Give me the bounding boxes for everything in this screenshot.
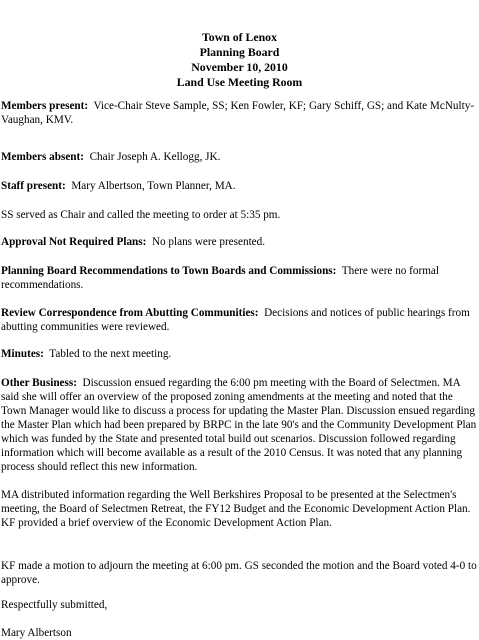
minutes-text: Tabled to the next meeting. [49,348,172,360]
recommendations-label: Planning Board Recommendations to Town Boards and Commissions: [1,265,337,277]
well-berkshires-text: MA distributed information regarding the Well Berkshires Proposal to be presented at the Selectmen's meeting, the Board of Selectmen Retreat, the FY12 Budget and the Economic Development Action Plan. KF provided a brief overview of the Economic Development Action Plan. [1,489,471,529]
closing-text: Respectfully submitted, [1,599,108,611]
recommendations-text: There were no formal recommendations. [1,265,439,291]
anr-label: Approval Not Required Plans: [1,236,147,248]
members-absent-label: Members absent: [1,151,84,163]
call-to-order-paragraph [1,208,477,222]
call-to-order-text: SS served as Chair and called the meeting to order at 5:35 pm. [1,209,281,221]
well-berkshires-paragraph [1,488,477,530]
minutes-paragraph [1,347,477,361]
members-absent-text: Chair Joseph A. Kellogg, JK. [89,151,221,163]
correspondence-paragraph [1,306,477,334]
town-name: Town of Lenox [202,30,277,44]
members-absent-paragraph [1,150,477,164]
members-present-paragraph [1,99,477,127]
members-present-text: Vice-Chair Steve Sample, SS; Ken Fowler, KF; Gary Schiff, GS; and Kate McNulty-Vaughan, KMV. [1,100,475,126]
meeting-location: Land Use Meeting Room [176,75,303,89]
other-business-label: Other Business: [1,377,77,389]
adjourn-text: KF made a motion to adjourn the meeting at 6:00 pm. GS seconded the motion and the Board voted 4-0 to approve. [1,560,477,586]
meeting-date: November 10, 2010 [191,60,288,74]
staff-present-paragraph [1,179,477,193]
board-name: Planning Board [199,45,280,59]
correspondence-text: Decisions and notices of public hearings from abutting communities were reviewed. [1,307,470,333]
adjourn-paragraph [1,559,477,587]
members-present-label: Members present: [1,100,89,112]
staff-present-text: Mary Albertson, Town Planner, MA. [71,180,236,192]
anr-paragraph [1,235,477,249]
other-business-text: Discussion ensued regarding the 6:00 pm meeting with the Board of Selectmen. MA said she will offer an overview of the proposed zoning amendments at the meeting and noted that the Town Manager would like to discuss a process for updating the Master Plan. Discussion ensued regarding the Master Plan which had been prepared by BRPC in the late 90's and the Community Development Plan which was funded by the State and presented total build out scenarios. Discussion followed regarding information which will become available as a result of the 2010 Census. It was noted that any planning process should reflect this new information. [1,377,477,473]
signature-name: Mary Albertson [1,627,72,639]
staff-present-label: Staff present: [1,180,66,192]
correspondence-label: Review Correspondence from Abutting Communities: [1,307,259,319]
minutes-label: Minutes: [1,348,44,360]
recommendations-paragraph [1,264,477,292]
anr-text: No plans were presented. [151,236,266,248]
signature-paragraph [1,626,477,640]
other-business-paragraph [1,376,477,474]
document-header [0,30,479,90]
closing-paragraph [1,598,477,612]
